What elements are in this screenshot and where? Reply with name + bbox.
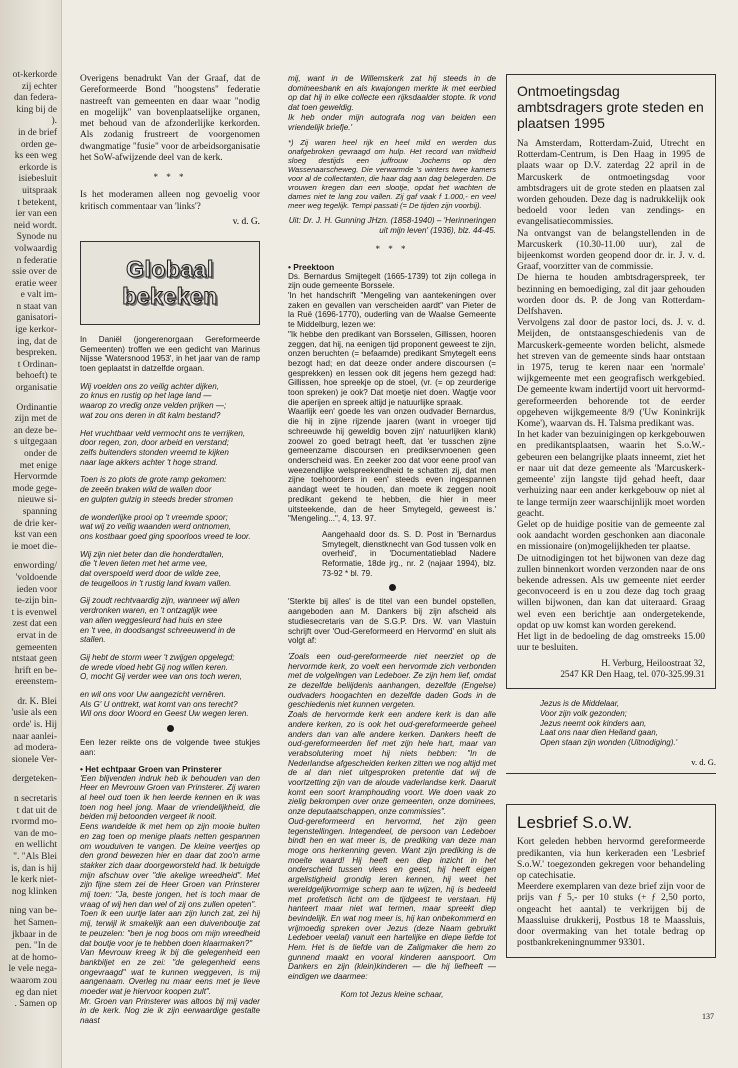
spine-text-line: Ordinantie xyxy=(16,402,57,413)
intro-paragraph: Overigens benadrukt Van der Graaf, dat de Gereformeerde Bond "hoogstens" federatie nastreeft van gemeenten en daar waar "nodig en mogelijk" van bovenplaatselijke organen, met behoud van de afzonderlijke kerkorden. Als zodanig frustreert de voorgenomen dwangmatige "fusie" voor de arbeidsorganisatie het SoW-afwijzende deel van de kerk. xyxy=(80,74,260,164)
poem-line: die 't leven lieten met het arme vee, xyxy=(80,559,208,569)
poem-first-line: Kom tot Jezus kleine schaar, xyxy=(340,989,444,999)
spine-text-line: naar aanlei- xyxy=(12,731,57,742)
paragraph: mij, want in de Willemskerk zat hij steeds in de domineesbank en als kwajongen merkte ik met eerbied op dat hij in elke collecte een rijksdaalder stopte. Ik vond dat toen geweldig. xyxy=(288,74,496,113)
paragraph: "Ik hebbe den predikant van Borsselen, Gillissen, hooren zeggen, dat hij, na eenigen tijd proponent geweest te zijn, onzen beruchten (= befaamde) predikant Smytegelt eens bezogt had; en dat deeze onder andere discoursen (= gesprekken) en lessen ook dit jegens hem gezegd had: Gillissen, hoe spreekje op de stoel, (vr. (= op zeurderige toon spreken) je ook? Dat moetje niet doen. Wagtje voor die aperijen en spreek altijd je natuurlijke spraak. xyxy=(288,329,496,407)
paragraph: Na ontvangst van de belangstellenden in de Marcuskerk (10.30-11.00 uur), zal de bijeenkomst worden geopend door dr. ir. J. v. d. Graaf, voorzitter van de commissie. xyxy=(517,228,705,273)
spine-text-line: ning van be- xyxy=(9,906,57,917)
spine-text-line: Hervormde xyxy=(13,472,57,483)
poem-line: Laat ons naar dien Heiland gaan, xyxy=(540,728,658,738)
lesbrief-title: Lesbrief S.o.W. xyxy=(517,813,633,833)
item-heading-preektoon: • Preektoon xyxy=(288,261,335,272)
paragraph: In het kader van bezuinigingen op kerkgebouwen en predikantsplaatsen, waarin het S.o.W.-gebeuren een belangrijke plaats inneemt, ziet het er naar uit dat deze gemeente als 'Marcuskerk-gemeente' zijn langste tijd gehad heeft, daar verhuizing naar een ander kerkgebouw op niet al te lange termijn zeer waarschijnlijk moet worden geacht. xyxy=(517,430,705,519)
poem-line: ons kostbaar goed ging spoorloos vreed te loor. xyxy=(80,531,251,541)
spine-text-line: met enige xyxy=(19,460,57,471)
paragraph: Waarlijk een' goede les van onzen oudvader Bernardus, die hij in zijne rijzende jaaren (want in vroeger tijd schreeuwde hij geweldig boven zijn' natuurlijken klank) zoowel zo goed betragt heeft, dat 'er tusschen zijne gemeenzame discoursen en predikservnoenen geen onderscheid was. En zeeker zoo dat voor eene proof van weezendlijke welspreekendheid te schatten zij, dat men zijne toehoorders in een' steeds even ingespannen aandagt weet te houden, dan moete ik zeggen nooit predikant gekend te hebben, die hier in meer uitsteekende, dan de heer Smytegeld, geweest is.' "Mengeling...", 4, 13. 97. xyxy=(288,407,496,524)
poem-signature: v. d. G. xyxy=(691,757,716,768)
announcement-box xyxy=(506,74,716,689)
paragraph: Gelet op de huidige positie van de gemeente zal ook aandacht worden geschonken aan diaconale en missionaire (on)mogelijkheden ter plaatse. xyxy=(517,519,705,553)
paragraph: Vervolgens zal door de pastor loci, ds. J. v. d. Meijden, de ontstaansgeschiedenis van de Marcuskerk-gemeente worden belicht, alsmede het streven van de gemeente sinds haar ontstaan in 1975, terug te keren naar een 'normale' wijkgemeente met een geografisch werkgebied. De gemeente kwam indertijd voort uit hervormd-gereformeerden behorende tot de eerder opgeheven wijkgemeente 8/9 ('Uw Koninkrijk Kome'), waarvan ds. H. Talsma predikant was. xyxy=(517,318,705,430)
spine-text-line: onder de xyxy=(24,449,57,459)
spine-text-line: n staat van xyxy=(16,301,57,312)
section-separator: * * * xyxy=(153,172,187,183)
spine-text-line: orde' is. Hij xyxy=(12,720,57,731)
spine-text-line: uitspraak xyxy=(22,185,57,196)
poem-line: verdronken waren, en 't ontzaglijk wee xyxy=(80,606,218,616)
poem-line: en wil ons voor Uw aangezicht vernêren. xyxy=(80,690,226,700)
spine-text-line xyxy=(0,689,61,697)
item-text-preektoon xyxy=(288,272,496,524)
spine-text-line xyxy=(0,786,61,794)
announcement-title: Ontmoetingsdag ambtsdragers grote steden en plaatsen 1995 xyxy=(517,83,704,131)
paragraph: 'In het handschrift "Mengeling van aantekeningen over zaken en gevallen van verscheiden aardt" van Pieter de la Ruë (1696-1770), ouderling van de Waalse Gemeente te Middelburg, lezen we: xyxy=(288,291,496,330)
paragraph: Kort geleden hebben hervormd gereformeerde predikanten, via hun kerkeraden een 'Lesbrief S.o.W.' toegezonden gekregen voor behandeling op catechisatie. xyxy=(517,837,705,881)
closing-poem xyxy=(506,699,716,747)
poem-line: O, mocht Gij verder wee van ons toch weren, xyxy=(80,672,242,682)
section-banner xyxy=(80,241,260,325)
poem-line: de zeeën braken wild de wallen door xyxy=(80,485,212,495)
poem-line: de wrede vloed hebt Gij nog willen keren. xyxy=(80,662,229,672)
author-signature: v. d. G. xyxy=(232,216,260,227)
spine-text-line: ). xyxy=(51,116,57,127)
poem-line: de teugelloos in 't rustig land kwam vallen. xyxy=(80,578,232,588)
paragraph: Toen ik een uurtje later aan zijn lunch zat, zei hij mij, terwijl ik smakelijk aan een duivenboutje zat te peuzelen: "ben je nog boos om mijn wreedheid dat boutje voor je te hebben doen klaarmaken?" xyxy=(80,909,260,948)
spine-text-line: n federatie xyxy=(16,255,57,266)
spine-text-line: kst van een xyxy=(14,530,57,541)
spine-text-line xyxy=(0,553,61,561)
item-heading-groen: • Het echtpaar Groen van Prinsterer xyxy=(80,763,222,774)
spine-text-line: le kerk niet- xyxy=(11,875,57,886)
spine-text-line: ereenstem- xyxy=(15,677,57,688)
poem-line: Voor zijn volk gezonden; xyxy=(540,708,627,718)
poem-line: Gij zoudt rechtvaardig zijn, wanneer wij allen xyxy=(80,596,240,606)
spine-text-line: ssie over de xyxy=(12,267,57,278)
poem-line: door regen, zon, door arbeid en verstand; xyxy=(80,438,229,448)
spine-text-line: ige kerkor- xyxy=(15,325,57,336)
poem-line: Wij voelden ons zo veilig achter dijken, xyxy=(80,381,219,391)
spine-text-line: ot-kerkorde xyxy=(12,70,57,80)
poem-line: Als G' U onttrekt, wat komt van ons terecht? xyxy=(80,699,238,709)
paragraph: Ik heb onder mijn autografa nog van beiden een vriendelijk briefje.' xyxy=(288,112,496,132)
spine-text-line: ie moet die- xyxy=(11,541,57,552)
spine-text-line: t betekent, xyxy=(17,197,57,208)
spine-text-line: erkorde is xyxy=(19,162,57,173)
previous-page-edge xyxy=(0,0,62,1068)
spine-text-line: 'usie als een xyxy=(11,708,57,719)
spine-text-line xyxy=(0,766,61,774)
poem-line: Jezus is de Middelaar, xyxy=(540,699,620,709)
spine-text-line: waarom zou xyxy=(10,975,57,986)
poem-stanza xyxy=(80,690,260,719)
spine-text-line: ervat in de xyxy=(16,630,57,641)
contact-address-line2: 2547 KR Den Haag, tel. 070-325.99.31 xyxy=(560,669,705,680)
spine-text-line: bespreken. xyxy=(16,348,57,359)
spine-text-line: s uitgegaan xyxy=(13,437,57,448)
page-number: 137 xyxy=(702,1012,714,1021)
item-text-groen xyxy=(80,774,260,1026)
paragraph: Meerdere exemplaren van deze brief zijn voor de prijs van ƒ 5,- per 10 stuks (+ ƒ 2,50 porto, ongeacht het aantal) te verkrijgen bij de Maassluise drukkerij, Postbus 18 te Maassluis, door overmaking van het totale bedrag op postbankrekeningnummer 93301. xyxy=(517,882,705,949)
spine-text-line: dergeteken- xyxy=(12,774,57,785)
spine-text-line: zest dat een xyxy=(12,619,57,630)
paragraph: Na Amsterdam, Rotterdam-Zuid, Utrecht en Rotterdam-Centrum, is Den Haag in 1995 de plaats waar op D.V. zaterdag 22 april in de Marcuskerk de ontmoetingsdag voor ambtsdragers uit de grote steden en plaatsen zal worden gehouden. Deze dag is nadrukkelijk ook bedoeld voor leden van zendings- en evangelisatiecommissies. xyxy=(517,139,705,228)
divider xyxy=(506,773,716,774)
poem-line: Toen is zo plots de grote ramp gekomen: xyxy=(80,475,227,485)
paragraph: Mr. Groen van Prinsterer was altoos bij mij vader in de kerk. Nog zie ik zijn eerwaardige gestalte naast xyxy=(80,996,260,1026)
poem-line: dat overspoeld werd door de wilde zee, xyxy=(80,569,221,579)
groen-continued xyxy=(288,74,496,132)
spine-text-line: hrift en be- xyxy=(14,665,57,676)
spine-text-line: sionele Ver- xyxy=(11,754,57,765)
closing-paragraph: Is het moderamen alleen nog gevoelig voor kritisch commentaar van 'links'? xyxy=(80,190,260,212)
poem-line: wat wij zo veilig waanden werd ontnomen, xyxy=(80,522,232,532)
spine-text-line: te-zijn bin- xyxy=(15,596,57,607)
spine-text-line: gemeenten xyxy=(15,642,57,653)
poem-line: naar lage akkers achter 't hoge strand. xyxy=(80,457,218,467)
poem-line: de wonderlijke prooi op 't vreemde spoor; xyxy=(80,512,228,522)
poem-stanza xyxy=(80,429,260,468)
spine-text-line: behoeft) te xyxy=(16,371,57,382)
spine-text-line: ganisatori- xyxy=(16,313,57,324)
spine-text-line: king bij de xyxy=(16,104,57,115)
spine-text-line: spanning xyxy=(22,506,57,517)
paragraph: 'Zoals een oud-gereformeerde niet neerziet op de hervormde kerk, zo voelt een hervormde zich verbonden met de volgelingen van Ledeboer. Ze zijn hem lief, omdat ze dezelfde beliijdenis aanhangen, dezelfde (Engelse) oudvaders hoogachten en dezelfde daden Gods in de geschiedenis niet kunnen vergeten. xyxy=(288,651,496,710)
spine-text-line: is, dan is hij xyxy=(11,863,57,874)
spine-text-line: . Samen op xyxy=(14,999,57,1010)
footnote: *) Zij waren heel rijk en heel mild en werden dus onafgebroken gevraagd om hulp. Het record van mildheid sloeg destijds een juffrouw Jochems op den Wassenaarscheweg. Die verwarmde 's winters twee kamers voor al de collectanten, die haar dag aan dag belegerden. De vrouwen kregen dan een slootje, opdat het wachten de dames niet te lang zou vallen. Zij gaf vaak f 1.000,- en veel meer weg tegelijk. Tempi passati (= De tijden zijn voorbij). xyxy=(288,138,496,211)
spine-text-line: t Ordinan- xyxy=(17,359,57,370)
spine-text-line: in de brief xyxy=(17,127,57,138)
spine-text-line: an deze be- xyxy=(13,425,57,436)
spine-text-line: en wellicht xyxy=(15,840,57,851)
poem-stanza xyxy=(80,596,260,645)
spine-text-line: isiebesluit xyxy=(18,174,57,185)
spine-text-line: zijn met de xyxy=(14,414,57,425)
spine-text-line: orden ge- xyxy=(20,139,57,150)
spine-text-line: e valt im- xyxy=(20,290,57,301)
spine-text-line: ier van een xyxy=(15,209,57,220)
poem-stanza xyxy=(80,382,260,421)
spine-text-line: ks een weg xyxy=(14,151,57,162)
poem-line: wat zou ons deren in dit kalm bestand? xyxy=(80,410,221,420)
spine-text-line: le vele nega- xyxy=(8,964,57,975)
poem-line: Wij zijn niet beter dan die honderdtallen, xyxy=(80,549,224,559)
spine-text-line xyxy=(0,395,61,403)
source-gunning: Uit: Dr. J. H. Gunning JHzn. (1858-1940) – 'Herinneringen uit mijn leven' (1936), blz. 44-45. xyxy=(288,216,496,235)
poem-line: zo knus en rustig op het lage land — xyxy=(80,391,212,401)
spine-text-line: at de homo- xyxy=(11,952,57,963)
sterkte-intro: 'Sterkte bij alles' is de titel van een bundel opstellen, aangeboden aan M. Dankers bij zijn afscheid als studiesecretaris van de S.G.P. Drs. W. van Vlastuin schrijft over 'Oud-Gereformeerd en Hervormd' en sluit als volgt af: xyxy=(288,597,496,646)
bullet-separator-2 xyxy=(389,584,396,591)
spine-text-line: nog klinken xyxy=(11,886,57,897)
section-separator-2: * * * xyxy=(375,243,409,254)
contact-address-line1: H. Verburg, Heiloostraat 32, xyxy=(601,658,705,669)
spine-text-line: eratie weer xyxy=(15,278,57,289)
spine-text-line: t is evenwel xyxy=(11,607,57,618)
spine-text-line: volwaardig xyxy=(14,243,57,254)
poem-line: Open staan zijn wonden (Uitnodiging).' xyxy=(540,737,678,747)
announcement-text xyxy=(517,139,705,654)
paragraph: Zoals de hervormde kerk een andere kerk is dan alle andere kerken, zo is ook het oud-gereformeerde geheel anders dan van alle andere kerken. Dankers heeft de oud-gereformeerden lief met zijn hele hart, maar van verabsolutering moet hij niets hebben: "In de Nederlandse afgescheiden kerken zitten we nog altijd met de al dan niet uitgesproken pretentie dat wij de voortzetting zijn van de aloude vaderlandse kerk. Daaruit komt een soort kramphouding voort. We doen vaak zo zielig bekrompen over onze gemeenten, onze dominees, onze deputaatschappen, onze commissies". xyxy=(288,710,496,817)
poem-stanza xyxy=(80,513,260,542)
spine-text-line: mode gege- xyxy=(12,483,57,494)
spine-text-line: zij echter xyxy=(21,81,57,92)
paragraph: Van Mevrouw kreeg ik bij die gelegenheid een bankbiljet en ze zei: "de gelegenheid eens ongevraagd" wat te kunnen weggeven, is mij aangenaam. Overleg nu maar eens met je lieve moeder wat je hiervoor koopen zult". xyxy=(80,948,260,997)
spine-text-line: eg dan niet xyxy=(15,987,57,998)
column-right xyxy=(506,74,716,968)
paragraph: 'Een blijvenden indruk heb ik behouden van den Heer en Mevrouw Groen van Prinsterer. Zij waren al heel oud toen ik hen leerde kennen en ik was toen nog heel jong. Maar de vriendelijkheid, die beiden mij betoonden vergeet ik nooit. xyxy=(80,773,260,822)
lesbrief-text xyxy=(517,837,705,949)
poem-line: Het vruchtbaar veld vermocht ons te verrijken, xyxy=(80,428,246,438)
spine-text-line: ad modera- xyxy=(14,743,57,754)
spine-text-line: ". "Als Blei xyxy=(13,852,57,862)
paragraph: Het ligt in de bedoeling de dag omstreeks 15.00 uur te besluiten. xyxy=(517,631,705,654)
poem xyxy=(80,382,260,719)
spine-text-line: neid wordt. xyxy=(13,220,57,231)
paragraph: De uitnodigingen tot het bijwonen van deze dag zullen binnenkort worden verzonden naar de ons bekende adressen. Als uw gemeente niet eerder geconvoceerd is en u zou deze dag toch graag willen bijwonen, dan kan dat uiteraard. Graag wel even een berichtje aan ondergetekende, opdat op uw komst kan worden gerekend. xyxy=(517,553,705,631)
paragraph: Eens wandelde ik met hem op zijn mooie buiten en zag toen op menige plaats netten gespannen om wouduiven te vangen. De kleine veertjes op den grond bewezen hier en daar dat zoo'n arme stakker zich daar doorgeworsteld had. Ik betuigde mijn afschuw over "die akelige wreedheid". Met zijn fijne stem zei de Heer Groen van Prinsterer mij toen: "Ja, beste jongen, het is toch maar de vraag of wij hen dan wel of zij ons zullen opeten". xyxy=(80,822,260,909)
poem-line: Gij hebt de storm weer 't zwijgen opgelegd; xyxy=(80,652,235,662)
paragraph: De hierna te houden ambtsdragerspreek, ter bezinning en bemoediging, zal dit jaar gehouden worden door ds. P. de Jong van Rotterdam-Delfshaven. xyxy=(517,273,705,318)
poem-line: Wil ons door Woord en Geest Uw wegen leren. xyxy=(80,709,249,719)
reader-note: Een lezer reikte ons de volgende twee stukjes aan: xyxy=(80,738,260,757)
spine-text-line: nieuwe si- xyxy=(17,495,57,506)
spine-text-line: ieden voor xyxy=(16,584,57,595)
spine-text-line: enwording/ xyxy=(13,561,57,572)
banner-title: Globaal bekeken xyxy=(122,255,218,309)
paragraph: Oud-gereformeerd en hervormd, het zijn geen tegenstellingen. Integendeel, de persoon van Ledeboer bindt hen en wat meer is, de prediking van deze man moge ons herkenning geven. Want zijn prediking is de moeite waard! Hij heeft een diep inzicht in het onderscheid tussen vlees en geest, hij heeft eigen argelistigheid grondig leren kennen, hij weet het wereldgelijkvormige scherp aan te wijzen, hij is bedeeld met profetisch licht om de tijdgeest te verstaan. Hij hanteert maar niet wat termen, maar spreekt diep bevindelijk. En wat nog meer is, hij kan onbekommerd en vrijmoedig spreken over Jezus (deze Naam gebruikt Ledeboer veelal) vanuit een hartelijke en diepe liefde tot Hem. Het is de liefde van de Zaligmaker die hem zo gunnend maakt en vooral kinderen aanspoort. Om Dankers en zijn (klein)kinderen — die hij liefheeft — eindigen we daarmee: xyxy=(288,816,496,982)
spine-text-line: pen. "In de xyxy=(15,941,57,952)
poem-line: van allen weggesleurd had huis en stee xyxy=(80,615,223,625)
poem-line: en gulpten gulzig in steeds breder stromen xyxy=(80,494,233,504)
column-left xyxy=(80,74,260,1026)
lesbrief-box xyxy=(506,804,716,958)
spine-text-line xyxy=(0,898,61,906)
spine-text-line: t dat uit de xyxy=(16,805,57,816)
poem-stanza xyxy=(80,653,260,682)
daniel-intro: In Daniël (jongerenorgaan Gereformeerde Gemeenten) troffen we een gedicht van Marinus Nijsse 'Watersnood 1953', in het jaar van de ramp toen geplaatst in datzelfde orgaan. xyxy=(80,334,260,374)
spine-text-line: ing, dat de xyxy=(17,336,57,347)
spine-text-line: dr. K. Blei xyxy=(17,696,57,707)
poem-line: zelfs buitenders stonden vreemd te kijken xyxy=(80,448,229,457)
poem-stanza xyxy=(80,475,260,504)
spine-text-line: van de mo- xyxy=(14,828,57,839)
poem-line: waarop zo vredig onze velden prijken —; xyxy=(80,401,227,411)
paragraph: Ds. Bernardus Smijtegelt (1665-1739) tot zijn collega in zijn oude gemeente Borssele. xyxy=(288,271,496,291)
spine-text-line: jkbaar in de xyxy=(12,929,57,940)
poem-line: en 't vee, in doodsangst schreeuwend in de stallen. xyxy=(80,625,236,645)
spine-text-line: 'voldoende xyxy=(15,572,57,583)
spine-text-line: dan federa- xyxy=(14,93,57,104)
spine-text-line: rvormd mo- xyxy=(11,817,57,828)
column-middle xyxy=(288,74,496,1000)
spine-text-line: de drie ker- xyxy=(13,518,57,529)
spine-text-line: Synode nu xyxy=(16,232,57,243)
spine-text-line: n secretaris xyxy=(14,794,57,805)
spine-text-line: organisatie xyxy=(15,383,57,394)
bullet-separator xyxy=(167,725,174,732)
spine-text-line: ntstaat geen xyxy=(11,654,57,665)
poem-stanza xyxy=(80,550,260,589)
spine-text-line: het Samen- xyxy=(13,917,57,928)
poem-line: Jezus neemt ook kinders aan, xyxy=(540,718,647,728)
source-post: Aangehaald door ds. S. D. Post in 'Bernardus Smytegelt, dienstknecht van God tussen volk en overheid', in 'Documentatieblad Nadere Reformatie, 18de jrg., nr. 2 (najaar 1994), blz. 73-92 * bl. 79. xyxy=(322,529,496,578)
ledeboer-quote xyxy=(288,652,496,982)
